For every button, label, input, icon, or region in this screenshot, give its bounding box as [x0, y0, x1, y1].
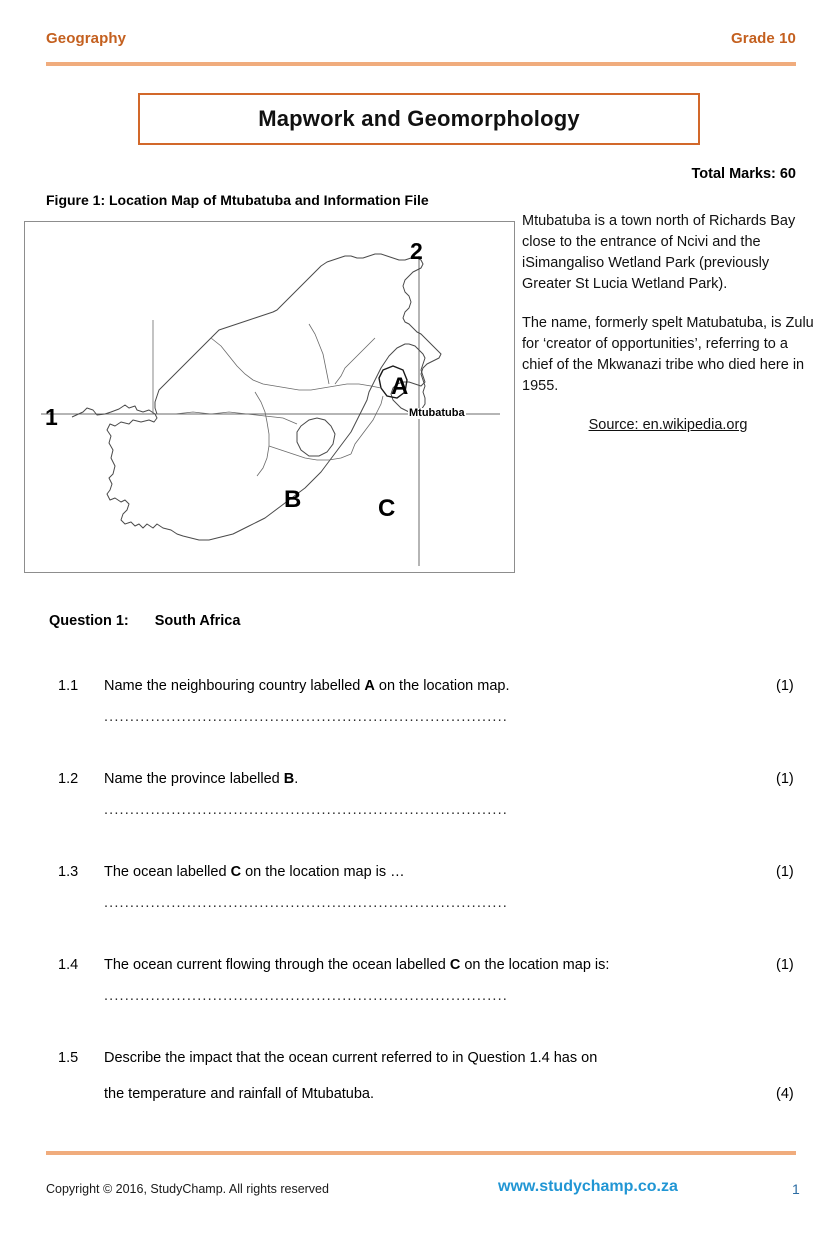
province-line-8 — [335, 338, 375, 384]
question-spacer — [0, 1102, 834, 1146]
info-source-prefix: Source: — [588, 417, 643, 433]
map-label-mtubatuba: Mtubatuba — [409, 407, 465, 419]
answer-line[interactable]: .............................................................................. — [104, 988, 508, 1004]
question-row — [0, 1048, 834, 1068]
footer-copyright: Copyright © 2016, StudyChamp. All rights reserved — [46, 1182, 329, 1196]
question-row — [0, 676, 834, 696]
question-text: Describe the impact that the ocean current referred to in Question 1.4 has on — [104, 1050, 598, 1066]
question-marks: (1) — [776, 771, 794, 787]
map-label-a: A — [391, 373, 409, 400]
question-marks: (1) — [776, 678, 794, 694]
question-spacer — [0, 1004, 834, 1048]
info-source-link: en.wikipedia.org — [642, 417, 748, 433]
question-number: 1.5 — [58, 1050, 79, 1066]
country-border-south — [72, 344, 425, 540]
question-marks-line2: (4) — [776, 1086, 794, 1102]
map-label-1: 1 — [45, 404, 58, 430]
question-item — [0, 1048, 834, 1146]
question-marks: (1) — [776, 864, 794, 880]
info-paragraph-1: Mtubatuba is a town north of Richards Bay close to the entrance of Ncivi and the iSimangaliso Wetland Park (previously Greater St Lucia Wetland Park). — [522, 213, 796, 292]
question-spacer — [0, 911, 834, 955]
answer-line[interactable]: .............................................................................. — [104, 895, 508, 911]
province-line-4 — [255, 392, 269, 476]
question-row — [0, 955, 834, 975]
total-marks: Total Marks: 60 — [691, 166, 796, 182]
question-row — [0, 769, 834, 789]
question-text-continued — [104, 1086, 834, 1102]
map-label-2: 2 — [410, 238, 423, 264]
question-number: 1.4 — [58, 957, 79, 973]
question-label-ref: C — [230, 864, 242, 880]
south-africa-map-svg — [25, 222, 514, 572]
question-item — [0, 676, 834, 769]
footer-page-number: 1 — [792, 1181, 800, 1197]
province-line-3 — [211, 338, 381, 390]
page-title: Mapwork and Geomorphology — [258, 106, 580, 131]
question-text: Name the province labelled B. — [104, 771, 299, 787]
question-row — [0, 862, 834, 882]
question-text-line2: the temperature and rainfall of Mtubatuba. — [104, 1086, 375, 1102]
figure-caption: Figure 1: Location Map of Mtubatuba and Information File — [46, 192, 429, 208]
province-line-5 — [309, 324, 329, 384]
question-number: 1.2 — [58, 771, 79, 787]
info-paragraph-2: The name, formerly spelt Matubatuba, is Zulu for ‘creator of opportunities’, referring to a chief of the Mkwanazi tribe who died here in 1955. — [522, 315, 814, 394]
question-spacer — [0, 725, 834, 769]
footer-website-link[interactable]: www.studychamp.co.za — [498, 1178, 678, 1195]
information-file — [522, 211, 814, 436]
question-label-ref: A — [364, 678, 375, 694]
header-divider — [46, 62, 796, 66]
question-item — [0, 862, 834, 955]
question-number: 1.1 — [58, 678, 79, 694]
header-grade: Grade 10 — [730, 30, 796, 47]
question-text: Name the neighbouring country labelled A on the location map. — [104, 678, 510, 694]
question-label-ref: C — [449, 957, 461, 973]
question-heading-topic: South Africa — [154, 613, 241, 629]
lesotho-border — [297, 418, 335, 456]
map-label-c: C — [378, 495, 396, 522]
question-heading — [49, 613, 240, 629]
question-marks: (1) — [776, 957, 794, 973]
footer-divider — [46, 1151, 796, 1155]
question-text: The ocean current flowing through the ocean labelled C on the location map is: — [104, 957, 610, 973]
question-number: 1.3 — [58, 864, 79, 880]
question-text: The ocean labelled C on the location map is … — [104, 864, 405, 880]
info-source-text — [589, 417, 748, 433]
question-heading-label: Question 1: — [49, 613, 129, 629]
question-list — [0, 676, 834, 1146]
question-spacer — [0, 818, 834, 862]
location-map — [24, 221, 515, 573]
document-title-box — [138, 93, 700, 145]
map-label-b: B — [284, 486, 302, 513]
province-line-7 — [351, 396, 383, 454]
question-item — [0, 769, 834, 862]
question-label-ref: B — [283, 771, 295, 787]
answer-line[interactable]: .............................................................................. — [104, 709, 508, 725]
question-item — [0, 955, 834, 1048]
header-subject: Geography — [46, 30, 127, 47]
info-source — [522, 415, 814, 436]
answer-line[interactable]: .............................................................................. — [104, 802, 508, 818]
